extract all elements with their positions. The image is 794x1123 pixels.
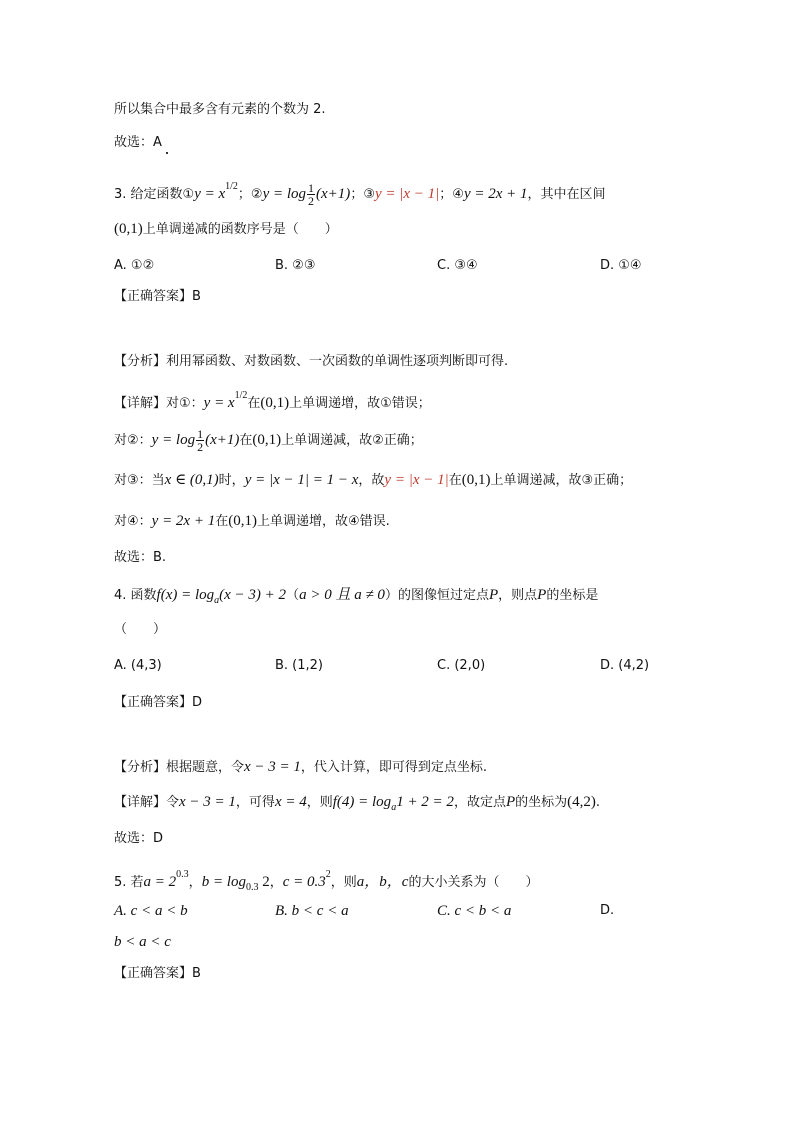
math: a = 2 [143,874,177,890]
q4-paren: （ ） [114,622,167,637]
math-sub: 0.3 [245,882,259,893]
q3-analysis: 【分析】利用幂函数、对数函数、一次函数的单调性逐项判断即可得. [114,354,509,369]
text: 【分析】根据题意，令 [114,760,245,775]
q3-fn2: y = log [262,186,307,202]
math: P [488,587,499,603]
q3-sep: ；③ [350,187,375,202]
q4-option-a: A. (4,3) [114,658,162,673]
q3-detail-3 [114,470,632,491]
text: （ [286,588,300,603]
q3-detail-2 [114,428,423,453]
q3-option-a: A. ①② [114,258,155,273]
q5-option-d-content: b < a < c [114,934,171,950]
text: 【详解】令 [114,795,180,810]
text: 上单调递增，故④错误. [256,514,390,529]
q4-answer: 【正确答案】D [114,695,203,710]
text: ）的图像恒过定点 [384,588,489,603]
q5-option-b: B. b < c < a [275,903,349,919]
q3-detail-1 [114,386,431,414]
math-sup: 2 [325,869,331,880]
text: 对④： [114,514,152,529]
math: P [537,587,547,603]
math: x ∈ (0,1) [164,472,219,488]
math: x − 3 = 1 [244,759,301,775]
text: 对③：当 [114,473,165,488]
text: ，故定点 [453,795,506,810]
text: 的坐标是 [546,588,599,603]
text: 的大小关系为（ ） [408,875,539,890]
q3-choose: 故选：B. [114,550,167,565]
q4-option-d: D. (4,2) [600,658,650,673]
text: 上单调递减，故③正确； [490,473,633,488]
q4-detail [114,792,600,818]
q3-detail-fn: y = x [203,395,235,411]
text-line: 所以集合中最多含有元素的个数为 2. [114,102,326,117]
math: a > 0 且 a ≠ 0 [299,587,385,603]
q3-detail-label: 【详解】对①： [114,396,204,411]
interval: (0,1) [252,432,282,448]
stray-dot [166,152,168,154]
text: 对②： [114,433,152,448]
math: y = 2x + 1 [151,513,216,529]
question-3-line-1 [114,177,606,207]
question-3-label: 3. 给定函数① [114,187,195,202]
text: 上单调递增，故①错误； [289,396,431,411]
math: f(4) = log [332,794,392,810]
math: (x − 3) + 2 [219,587,287,603]
text: ，故 [358,473,385,488]
text: 上单调递减，故②正确； [281,433,423,448]
text: 4. 函数 [114,588,157,603]
math: c = 0.3 [282,874,326,890]
math: f(x) = log [156,587,215,603]
text: 在 [247,396,261,411]
text: ， [188,875,202,890]
text: ， [269,875,283,890]
interval: (0,1) [461,472,491,488]
math: 2 [258,874,270,890]
text: ，则点 [498,588,538,603]
text: ，代入计算，即可得到定点坐标. [300,760,488,775]
q3-fn2-arg: (x+1) [205,432,240,448]
interval: (0,1) [260,395,290,411]
q3-answer: 【正确答案】B [114,289,201,304]
text: 5. 若 [114,875,144,890]
q3-interval: (0,1) [114,221,143,237]
q3-fn4: y = 2x + 1 [463,186,528,202]
text: ，则 [306,795,333,810]
math: x − 3 = 1 [179,794,236,810]
math-sub: a [391,802,397,813]
q5-option-d: D. [600,903,615,918]
math-sub: a [214,595,220,606]
q3-fn2: y = log [151,432,196,448]
math: 1 + 2 = 2 [396,794,454,810]
q3-fn3: y = |x − 1| [374,186,440,202]
text: 在 [239,433,253,448]
q5-answer: 【正确答案】B [114,966,201,981]
q3-sep: ；④ [439,187,464,202]
q3-fn2-arg: (x+1) [316,186,351,202]
q3-fn1: y = x [194,186,226,202]
math-sup: 0.3 [176,869,189,880]
q3-detail-4 [114,511,390,532]
interval: (0,1) [228,513,257,529]
math: x = 4 [274,794,307,810]
text: 在 [448,473,462,488]
q5-option-a: A. c < a < b [114,903,188,919]
q3-detail-exp: 1/2 [234,390,248,401]
question-5-line-1 [114,865,538,898]
q3-option-c: C. ③④ [437,258,478,273]
math: (4,2) [567,794,596,810]
math: a，b，c [356,874,409,890]
math: b = log [201,874,246,890]
q5-option-c: C. c < b < a [437,903,512,919]
q4-choose: 故选：D [114,831,164,846]
text: . [595,795,601,810]
q3-option-b: B. ②③ [275,258,316,273]
math: y = |x − 1| = 1 − x [244,472,359,488]
question-4-line-1 [114,585,598,611]
text: ，可得 [235,795,275,810]
text: 在 [215,514,229,529]
q3-fn2-base-fraction: $\frac{1}{2}$ [308,181,315,208]
q3-fn2-base-fraction: $\frac{1}{2}$ [197,427,204,454]
text: 的坐标为 [515,795,568,810]
q3-option-d: D. ①④ [600,258,642,273]
q3-tail: ，其中在区间 [527,187,606,202]
q3-sep: ；② [237,187,263,202]
q4-analysis [114,757,487,778]
q4-option-c: C. (2,0) [437,658,486,673]
text: 时， [218,473,245,488]
q3-question: 上单调递减的函数序号是（ ） [142,222,338,237]
q3-fn1-exp: 1/2 [225,181,238,192]
q4-option-b: B. (1,2) [275,658,324,673]
math: P [505,794,516,810]
text: ，则 [330,875,357,890]
question-3-line-2 [114,219,338,240]
choice-line: 故选：A [114,135,162,150]
math: y = |x − 1| [384,472,449,488]
